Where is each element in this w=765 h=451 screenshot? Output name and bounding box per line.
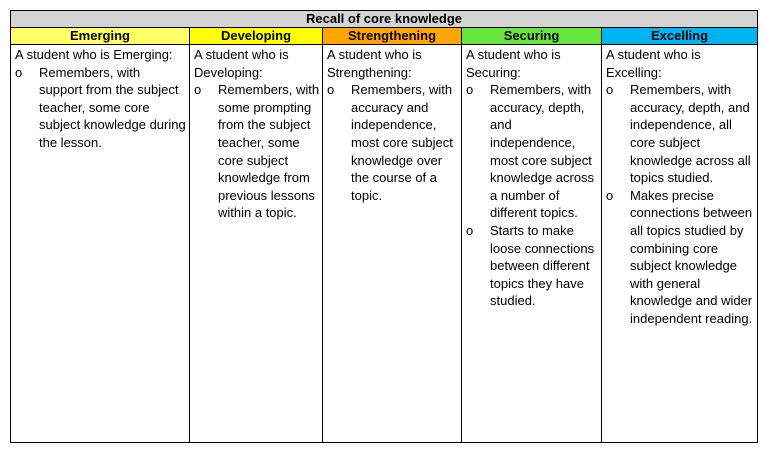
level-intro: A student who is Emerging: [15, 47, 173, 62]
descriptor-item [466, 222, 599, 310]
descriptor-text: Remembers, with some prompting from the subject teacher, some core subject knowledge from previous lessons within a topic. [218, 82, 320, 221]
level-cell-emerging [11, 45, 190, 443]
descriptor-list [194, 81, 320, 222]
level-header-emerging: Emerging [11, 28, 190, 45]
level-intro: A student who is Strengthening: [327, 47, 422, 80]
descriptor-text: Remembers, with accuracy, depth, and independence, all core subject knowledge across all topics studied. [630, 82, 751, 186]
bullet-icon: o [194, 82, 202, 98]
descriptor-list [327, 81, 459, 204]
level-cell-excelling [602, 45, 758, 443]
rubric-table [10, 10, 758, 443]
level-header-excelling: Excelling [602, 28, 758, 45]
bullet-icon: o [606, 82, 614, 98]
descriptor-item [606, 81, 755, 187]
level-intro: A student who is Excelling: [606, 47, 701, 80]
level-intro: A student who is Securing: [466, 47, 561, 80]
descriptor-list [466, 81, 599, 310]
level-header-strengthening: Strengthening [323, 28, 462, 45]
descriptor-list [606, 81, 755, 327]
bullet-icon: o [466, 82, 474, 98]
descriptor-item [606, 187, 755, 328]
level-header-securing: Securing [462, 28, 602, 45]
descriptor-text: Starts to make loose connections between different topics they have studied. [490, 222, 595, 309]
descriptor-item [15, 64, 187, 152]
level-header-developing: Developing [190, 28, 323, 45]
descriptor-text: Remembers, with accuracy and independence, most core subject knowledge over the course of a topic. [351, 82, 453, 203]
descriptor-text: Remembers, with accuracy, depth, and independence, most core subject knowledge across a number of different topics. [490, 82, 595, 221]
descriptor-item [194, 81, 320, 222]
level-intro: A student who is Developing: [194, 47, 289, 80]
bullet-icon: o [606, 187, 614, 203]
bullet-icon: o [15, 64, 23, 80]
descriptor-text: Makes precise connections between all topics studied by combining core subject knowledge with general knowledge and wider independent reading. [630, 187, 753, 326]
level-cell-developing [190, 45, 323, 443]
descriptor-item [327, 81, 459, 204]
level-cell-strengthening [323, 45, 462, 443]
bullet-icon: o [327, 82, 335, 98]
table-title: Recall of core knowledge [11, 11, 758, 28]
descriptor-text: Remembers, with support from the subject teacher, some core subject knowledge during the lesson. [39, 64, 186, 150]
bullet-icon: o [466, 222, 474, 238]
descriptor-list [15, 64, 187, 152]
descriptor-item [466, 81, 599, 222]
level-cell-securing [462, 45, 602, 443]
